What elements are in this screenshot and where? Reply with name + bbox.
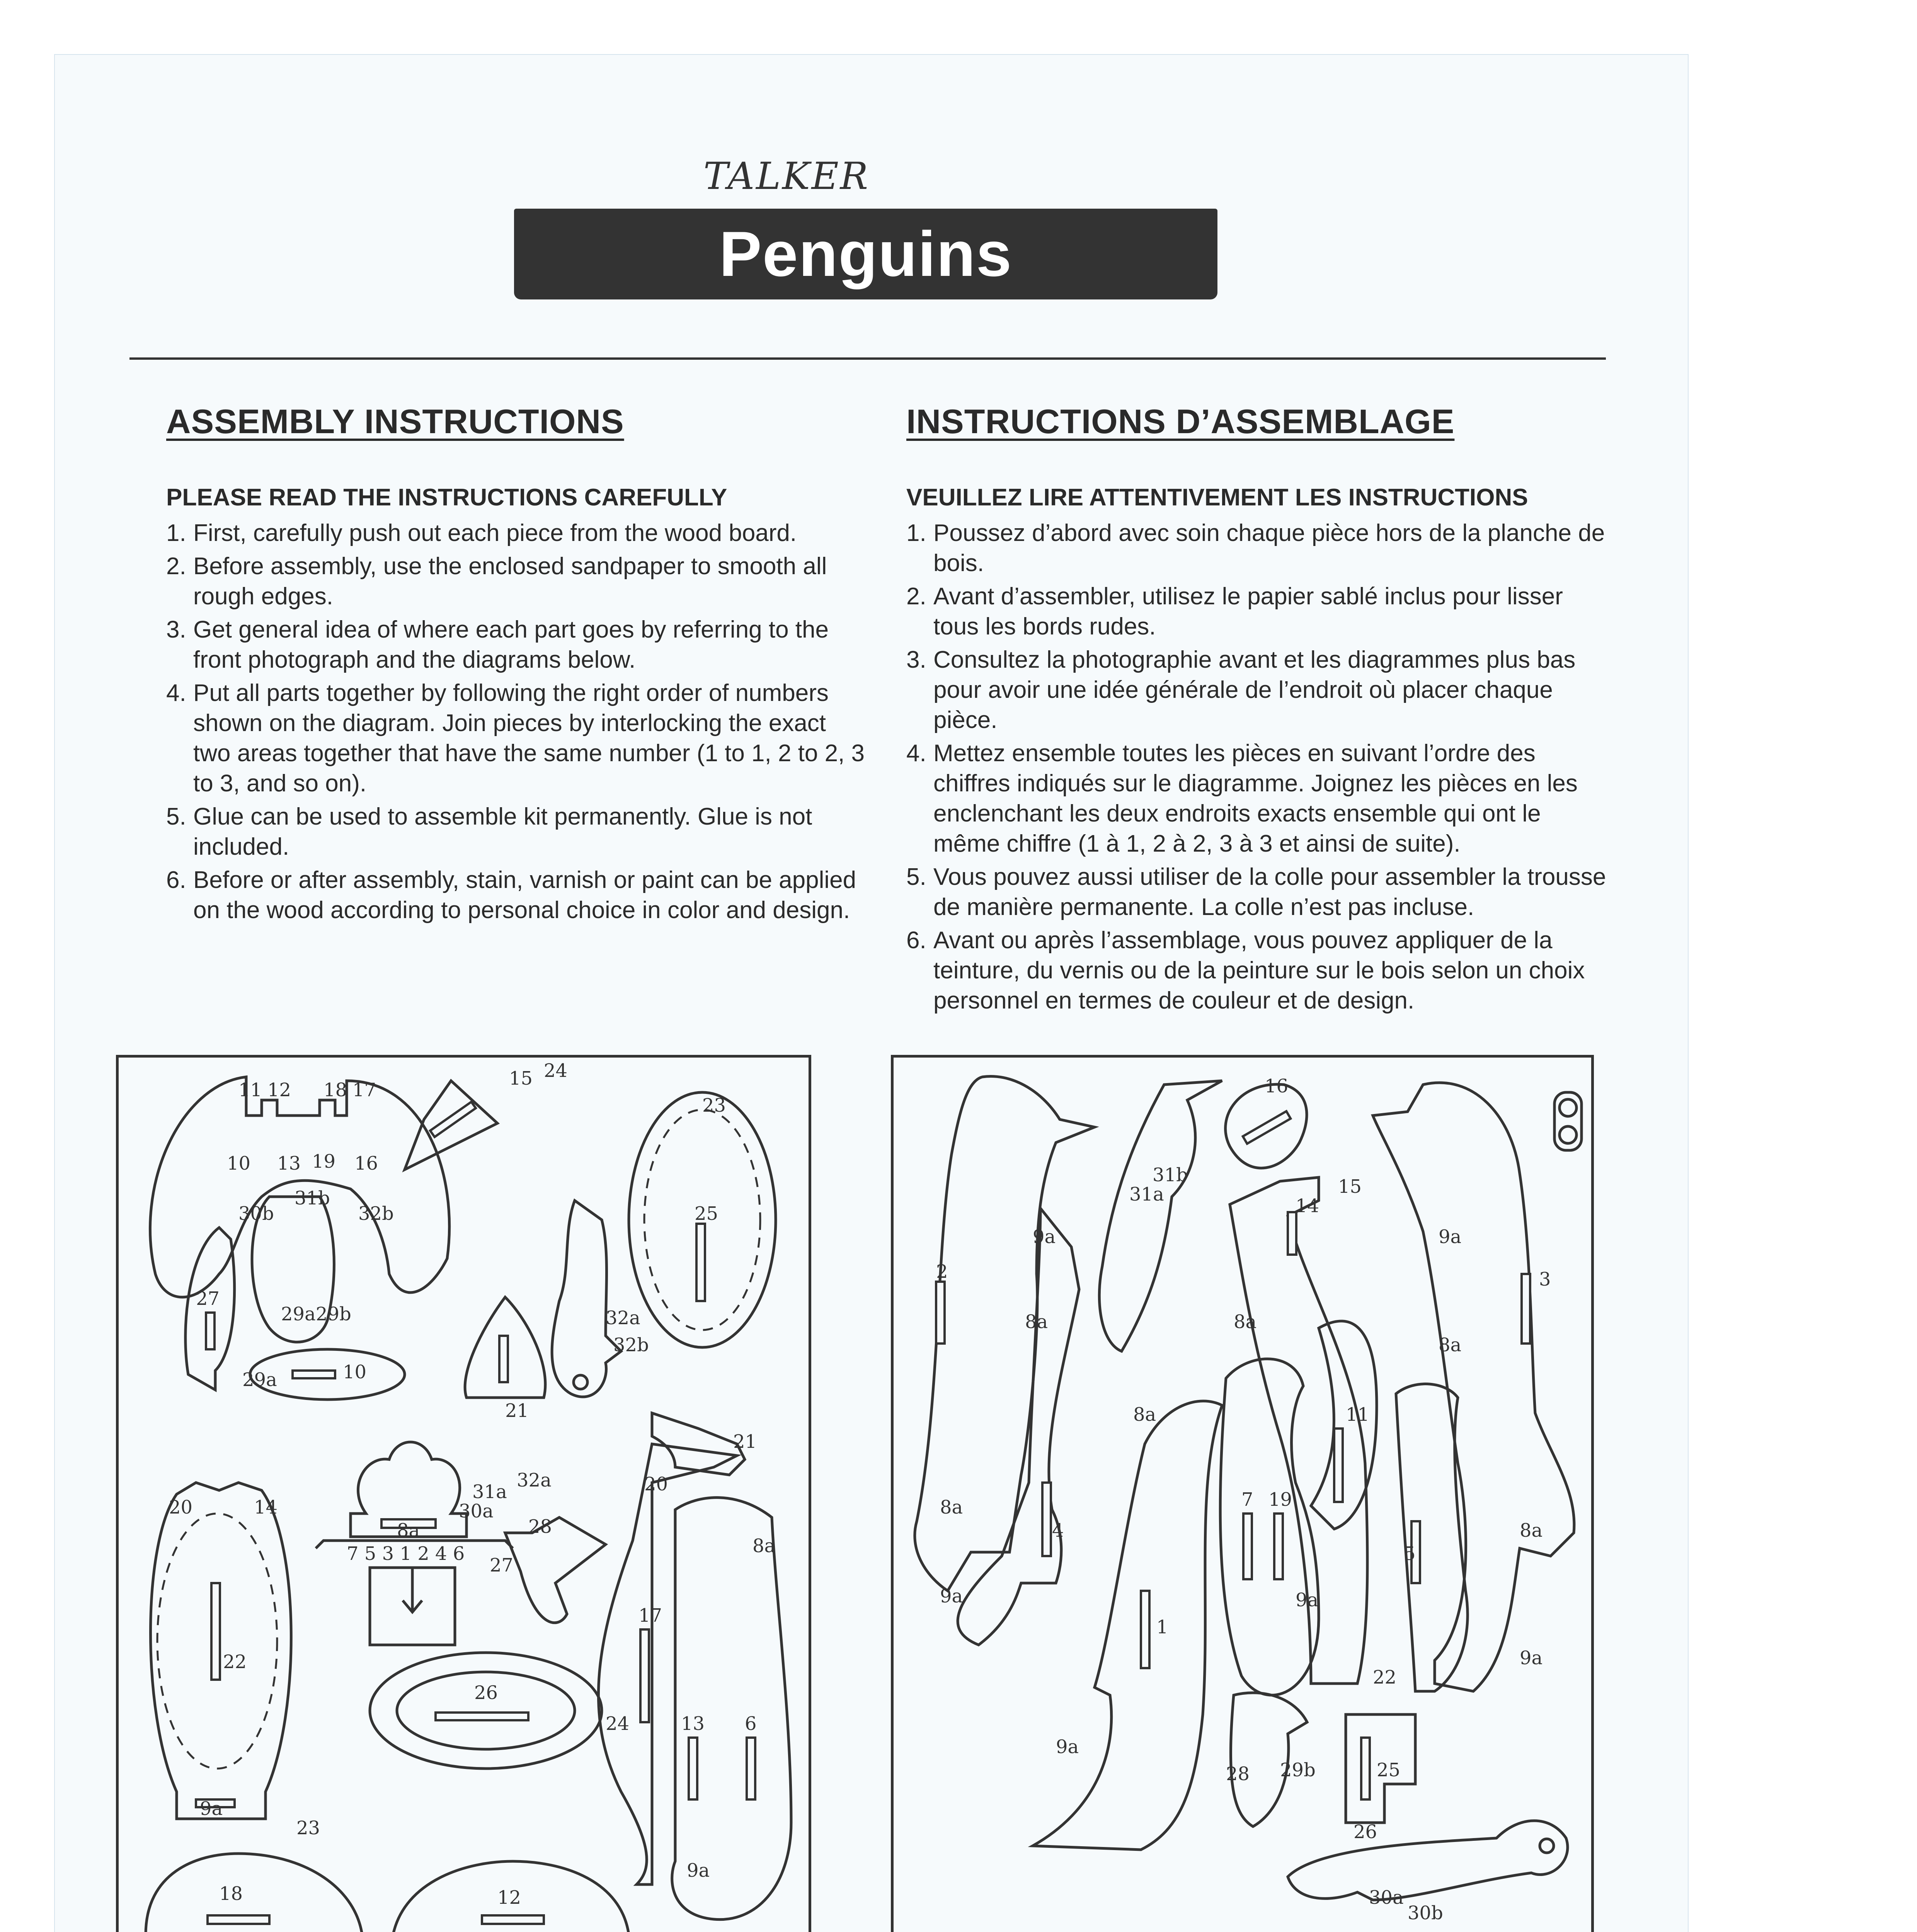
part-label: 15 xyxy=(509,1068,533,1089)
english-step xyxy=(166,518,870,548)
part-label: 4 xyxy=(1052,1520,1064,1541)
french-subheading: VEUILLEZ LIRE ATTENTIVEMENT LES INSTRUCTIONS xyxy=(906,484,1528,511)
french-step xyxy=(906,738,1610,859)
slot xyxy=(430,1102,476,1137)
slot xyxy=(211,1583,220,1680)
part-label: 22 xyxy=(1373,1667,1397,1688)
part-label: 13 xyxy=(681,1713,705,1735)
part-label: 8a xyxy=(1520,1520,1543,1541)
part-label: 8a xyxy=(752,1535,776,1557)
step-text: Mettez ensemble toutes les pièces en suivant l’ordre des chiffres indiqués sur le diagramme. Joignez les pièces en les enclenchant les deux endroits exacts ensemble qui ont le même chiffre (1 à 1, 2 à 2, 3 à 3 et ainsi de suite). xyxy=(933,740,1578,857)
step-text: Poussez d’abord avec soin chaque pièce hors de la planche de bois. xyxy=(933,520,1605,577)
step-text: Consultez la photographie avant et les diagrammes plus bas pour avoir une idée générale de l’endroit où placer chaque pièce. xyxy=(933,646,1576,733)
slot xyxy=(206,1313,215,1349)
slot xyxy=(1522,1274,1530,1344)
part-label: 27 xyxy=(196,1288,220,1310)
part-label: 8a xyxy=(397,1520,420,1541)
english-subheading: PLEASE READ THE INSTRUCTIONS CAREFULLY xyxy=(166,484,727,511)
slot xyxy=(936,1282,945,1344)
part-label: 23 xyxy=(702,1095,726,1116)
part-label: 11 xyxy=(238,1079,262,1101)
part-label: 31b xyxy=(295,1187,330,1209)
french-step xyxy=(906,518,1610,578)
part-label: 24 xyxy=(606,1713,630,1735)
french-step xyxy=(906,862,1610,922)
slot xyxy=(482,1915,544,1924)
part-label: 17 xyxy=(638,1605,662,1626)
part-label: 19 xyxy=(312,1151,336,1172)
part-label: 30a xyxy=(1369,1887,1404,1908)
step-number: 1. xyxy=(906,520,926,546)
step-number: 5. xyxy=(166,803,186,830)
slot xyxy=(293,1371,335,1378)
part-label: 8a xyxy=(940,1497,963,1518)
part-label: 18 xyxy=(323,1079,347,1101)
part-label: 8a xyxy=(1025,1311,1048,1333)
step-number: 4. xyxy=(166,680,186,706)
slot xyxy=(499,1336,508,1382)
part-label: 29b xyxy=(1280,1759,1316,1781)
title-banner xyxy=(514,209,1217,299)
french-step xyxy=(906,925,1610,1016)
step-text: Put all parts together by following the right order of numbers shown on the diagram. Join pieces by interlocking the exact two areas together that have the same number (1 to 1, 2 to 2, 3 to 3, and so on). xyxy=(193,680,865,797)
french-instructions xyxy=(906,402,1610,1019)
part-label: 16 xyxy=(1265,1075,1289,1097)
part-label: 9a xyxy=(1056,1736,1079,1758)
part-label: 27 xyxy=(490,1554,514,1576)
part-label: 30a xyxy=(459,1500,494,1522)
step-text: Vous pouvez aussi utiliser de la colle pour assembler la trousse de manière permanente. La colle n’est pas incluse. xyxy=(933,864,1606,920)
step-number: 6. xyxy=(166,867,186,893)
part-label: 28 xyxy=(528,1516,552,1537)
part-label: 8a xyxy=(1234,1311,1257,1333)
english-step xyxy=(166,678,870,799)
part-label: 29a xyxy=(242,1369,277,1391)
part-label: 7 xyxy=(1241,1489,1253,1510)
step-number: 2. xyxy=(166,553,186,580)
slot xyxy=(1042,1483,1051,1556)
french-steps xyxy=(906,518,1610,1016)
part-label: 7 5 3 1 2 4 6 xyxy=(347,1543,465,1565)
part-label: 12 xyxy=(497,1887,521,1908)
part-label: 9a xyxy=(200,1798,223,1820)
piece-body-20 xyxy=(598,1444,737,1884)
part-label: 21 xyxy=(505,1400,529,1422)
piece-penguin-1 xyxy=(1033,1401,1222,1850)
english-steps xyxy=(166,518,870,925)
header-divider xyxy=(129,357,1606,360)
step-text: Avant ou après l’assemblage, vous pouvez appliquer de la teinture, du vernis ou de la peinture sur le bois selon un choix personnel en termes de couleur et de design. xyxy=(933,927,1585,1014)
slot xyxy=(1361,1738,1370,1799)
eye-icon xyxy=(1559,1126,1577,1143)
step-number: 3. xyxy=(166,616,186,643)
part-label: 30b xyxy=(238,1203,274,1225)
part-label: 14 xyxy=(254,1497,278,1518)
step-number: 4. xyxy=(906,740,926,767)
step-text: Avant d’assembler, utilisez le papier sablé inclus pour lisser tous les bords rudes. xyxy=(933,583,1563,640)
piece-penguin-7 xyxy=(1220,1359,1319,1695)
part-label: 9a xyxy=(1296,1589,1319,1611)
slot xyxy=(1141,1591,1149,1668)
left-parts-board xyxy=(116,1055,811,1932)
piece-penguin-4 xyxy=(958,1208,1079,1645)
part-label: 8a xyxy=(1133,1404,1156,1425)
slot xyxy=(696,1224,705,1301)
french-heading: INSTRUCTIONS D’ASSEMBLAGE xyxy=(906,402,1455,440)
part-label: 29b xyxy=(316,1303,351,1325)
slot xyxy=(689,1738,697,1799)
step-text: Before assembly, use the enclosed sandpaper to smooth all rough edges. xyxy=(193,553,827,610)
part-label: 29a xyxy=(281,1303,316,1325)
step-text: First, carefully push out each piece from the wood board. xyxy=(193,520,797,546)
part-label: 11 xyxy=(1346,1404,1370,1425)
part-label: 23 xyxy=(296,1817,320,1839)
part-label: 32a xyxy=(517,1469,552,1491)
english-step xyxy=(166,865,870,925)
slot xyxy=(208,1915,269,1924)
piece-head-21 xyxy=(652,1413,745,1475)
english-heading: ASSEMBLY INSTRUCTIONS xyxy=(166,402,624,440)
part-label: 10 xyxy=(343,1361,367,1383)
part-label: 9a xyxy=(1439,1226,1462,1248)
english-step xyxy=(166,802,870,862)
part-label: 32b xyxy=(613,1334,649,1356)
part-label: 18 xyxy=(219,1883,243,1905)
part-label: 10 xyxy=(227,1153,251,1174)
slot xyxy=(1288,1212,1296,1255)
part-label: 19 xyxy=(1268,1489,1292,1510)
part-label: 2 xyxy=(936,1261,948,1282)
part-label: 13 xyxy=(277,1153,301,1174)
slot xyxy=(1243,1514,1252,1579)
step-text: Glue can be used to assemble kit permanently. Glue is not included. xyxy=(193,803,812,860)
step-number: 6. xyxy=(906,927,926,954)
piece-foot-32 xyxy=(552,1201,621,1397)
eye-strip xyxy=(1554,1092,1582,1150)
step-number: 5. xyxy=(906,864,926,890)
slot xyxy=(1274,1514,1283,1579)
step-number: 3. xyxy=(906,646,926,673)
slot xyxy=(1334,1429,1343,1502)
piece-bird-31 xyxy=(1099,1081,1222,1351)
part-label: 3 xyxy=(1539,1269,1551,1290)
part-label: 25 xyxy=(1377,1759,1401,1781)
part-label: 24 xyxy=(544,1060,568,1082)
piece-penguin-13 xyxy=(672,1498,791,1920)
part-label: 32b xyxy=(358,1203,394,1225)
part-label: 12 xyxy=(267,1079,291,1101)
piece-penguin-right xyxy=(1373,1083,1574,1691)
part-label: 26 xyxy=(1353,1821,1377,1843)
part-label: 5 xyxy=(1404,1543,1416,1565)
part-label: 20 xyxy=(644,1473,668,1495)
part-label: 31a xyxy=(1129,1184,1164,1205)
arrow-down-icon xyxy=(403,1568,422,1612)
english-step xyxy=(166,551,870,612)
right-parts-board xyxy=(891,1055,1594,1932)
part-label: 22 xyxy=(223,1651,247,1673)
part-label: 31b xyxy=(1153,1164,1188,1186)
hole xyxy=(1540,1839,1554,1853)
handwritten-note: TALKER xyxy=(703,155,870,198)
right-parts-diagram xyxy=(894,1058,1591,1932)
piece-oval-24 xyxy=(370,1653,602,1769)
part-label: 9a xyxy=(687,1860,710,1881)
slot xyxy=(747,1738,755,1799)
part-label: 15 xyxy=(1338,1176,1362,1197)
slot xyxy=(436,1713,528,1720)
step-text: Before or after assembly, stain, varnish or paint can be applied on the wood according to personal choice in color and design. xyxy=(193,867,856,923)
left-parts-diagram xyxy=(119,1058,809,1932)
english-instructions xyxy=(166,402,870,929)
part-label: 31a xyxy=(472,1481,507,1503)
slot xyxy=(1243,1111,1291,1144)
part-label: 21 xyxy=(733,1431,757,1452)
part-label: 17 xyxy=(352,1079,376,1101)
part-label: 9a xyxy=(940,1585,963,1607)
eye-icon xyxy=(1559,1099,1577,1116)
hole xyxy=(574,1375,587,1389)
part-label: 9a xyxy=(1033,1226,1056,1248)
step-number: 2. xyxy=(906,583,926,610)
part-label: 16 xyxy=(354,1153,378,1174)
english-step xyxy=(166,615,870,675)
slot xyxy=(640,1629,649,1722)
piece-bird-30 xyxy=(1288,1821,1568,1900)
part-label: 32a xyxy=(606,1307,640,1329)
part-label: 28 xyxy=(1226,1763,1250,1785)
french-step xyxy=(906,645,1610,735)
part-label: 8a xyxy=(1439,1334,1462,1356)
part-label: 20 xyxy=(169,1497,193,1518)
part-label: 25 xyxy=(695,1203,718,1225)
french-step xyxy=(906,582,1610,642)
step-number: 1. xyxy=(166,520,186,546)
piece-bird-28 xyxy=(505,1517,606,1623)
part-label: 6 xyxy=(745,1713,757,1735)
part-label: 26 xyxy=(474,1682,498,1704)
page-title: Penguins xyxy=(719,218,1013,289)
part-label: 1 xyxy=(1156,1616,1168,1638)
part-label: 14 xyxy=(1296,1195,1319,1217)
piece-penguin-5 xyxy=(1396,1384,1468,1691)
part-label: 9a xyxy=(1520,1647,1543,1669)
step-text: Get general idea of where each part goes by referring to the front photograph and the diagrams below. xyxy=(193,616,829,673)
part-label: 30b xyxy=(1408,1902,1443,1924)
